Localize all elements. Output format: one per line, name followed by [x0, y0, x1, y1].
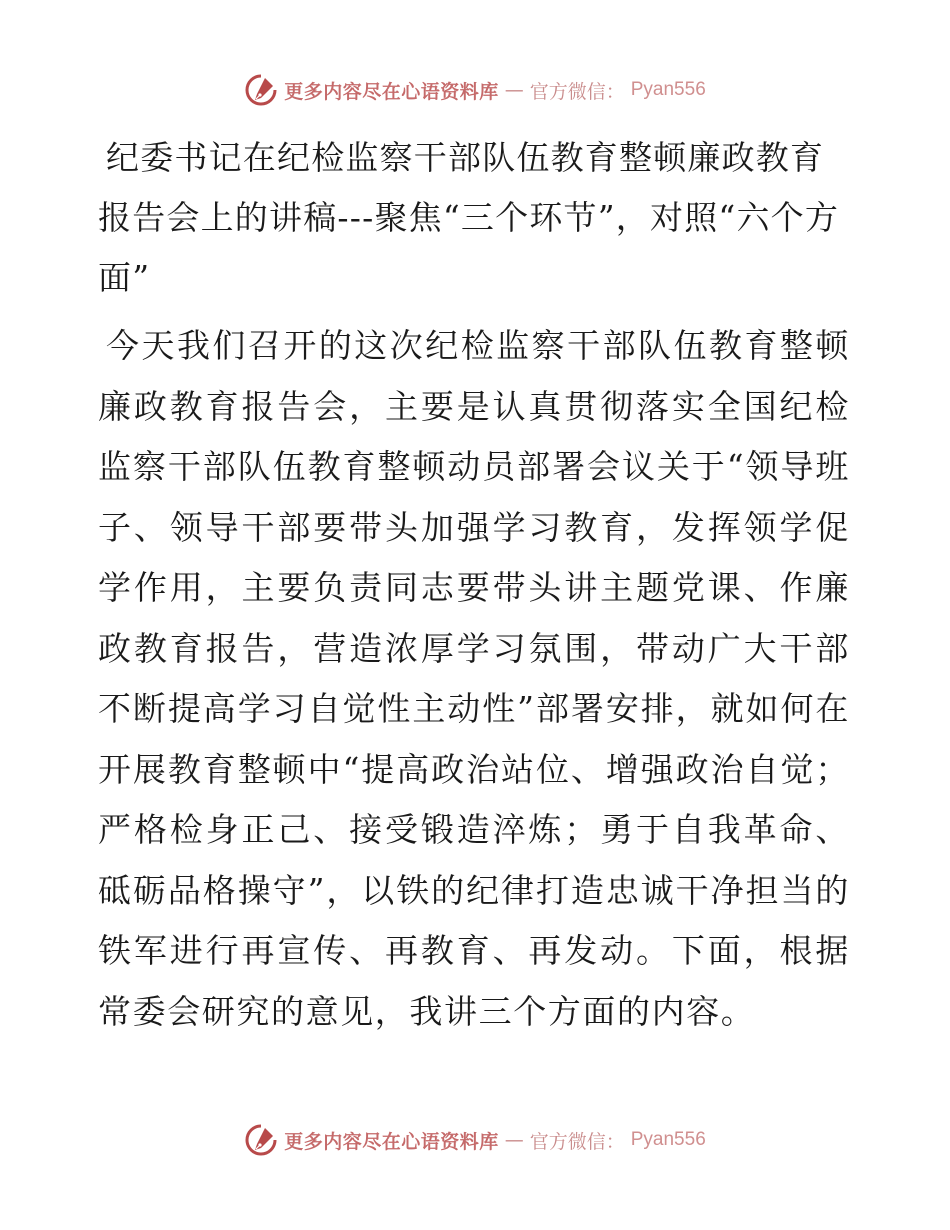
watermark-brand: 更多内容尽在心语资料库 [284, 1130, 499, 1153]
watermark-wechat-id: Pyan556 [630, 1129, 706, 1150]
watermark-separator: — [504, 1129, 524, 1151]
pen-nib-circle-icon [244, 73, 278, 107]
document-body [98, 128, 850, 1042]
watermark-brand: 更多内容尽在心语资料库 [284, 80, 499, 103]
pen-nib-circle-icon [244, 1123, 278, 1157]
header-watermark [0, 70, 950, 110]
document-title: 纪委书记在纪检监察干部队伍教育整顿廉政教育报告会上的讲稿---聚焦“三个环节”，对照“六个方面” [98, 138, 840, 297]
body-paragraph: 今天我们召开的这次纪检监察干部队伍教育整顿廉政教育报告会，主要是认真贯彻落实全国纪检监察干部队伍教育整顿动员部署会议关于“领导班子、领导干部要带头加强学习教育，发挥领学促学作用，主要负责同志要带头讲主题党课、作廉政教育报告，营造浓厚学习氛围，带动广大干部不断提高学习自觉性主动性”部署安排，就如何在开展教育整顿中“提高政治站位、增强政治自觉；严格检身正己、接受锻造淬炼；勇于自我革命、砥砺品格操守”，以铁的纪律打造忠诚干净担当的铁军进行再宣传、再教育、再发动。下面，根据常委会研究的意见，我讲三个方面的内容。 [98, 326, 850, 1031]
watermark-label: 官方微信： [529, 1130, 625, 1153]
footer-watermark [0, 1120, 950, 1160]
watermark-separator: — [504, 79, 524, 101]
watermark-wechat-id: Pyan556 [630, 79, 706, 100]
watermark-label: 官方微信： [529, 80, 625, 103]
